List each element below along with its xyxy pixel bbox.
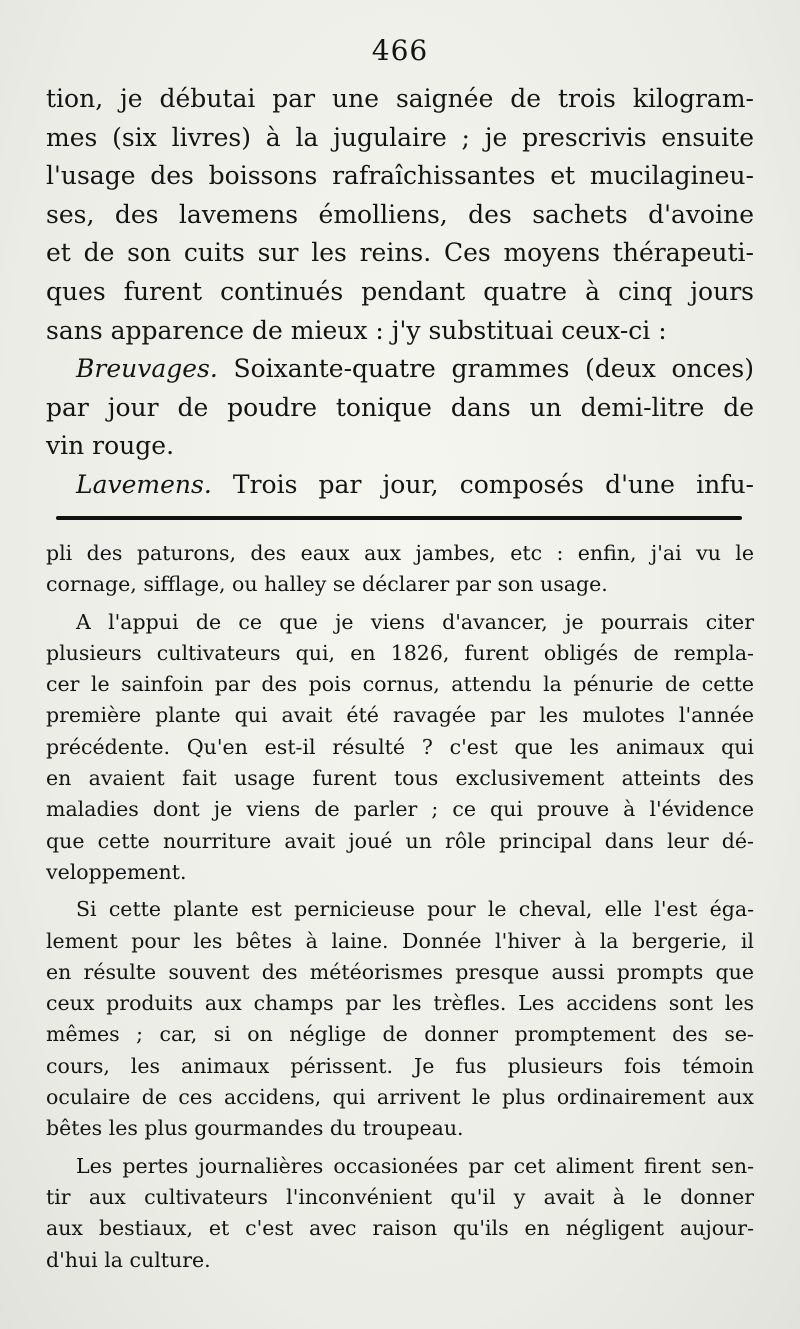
footnote-line: en résulte souvent des météorismes presque aussi prompts que [46,959,754,984]
footnote-text [46,538,754,1276]
main-text-line-content: sans apparence de mieux : j'y substituai ceux-ci : [46,315,667,345]
main-text-line-content: mes (six livres) à la jugulaire ; je prescrivis ensuite [46,122,754,152]
footnote-line: Si cette plante est pernicieuse pour le cheval, elle l'est éga- [76,897,754,922]
footnote-line: mêmes ; car, si on néglige de donner promptement des se- [46,1022,754,1047]
page-number: 466 [371,34,429,67]
main-text-line [46,234,754,273]
main-text-line-content: l'usage des boissons rafraîchissantes et mucilagineu- [46,161,754,191]
section-lead-italic: Breuvages. [76,354,218,384]
main-text-line [46,119,754,158]
footnote-separator-rule [56,516,742,520]
main-text-line [46,466,754,505]
footnote-line: d'hui la culture. [46,1247,211,1272]
main-text-line [46,196,754,235]
main-text-line-content: par jour de poudre tonique dans un demi-litre de [46,392,754,422]
main-text [46,80,754,505]
section-lead-italic: Lavemens. [76,469,212,499]
footnote-line: lement pour les bêtes à laine. Donnée l'hiver à la bergerie, il [46,928,754,953]
footnote-line: en avaient fait usage furent tous exclusivement atteints des [46,766,754,791]
main-text-line-content: ques furent continués pendant quatre à cinq jours [46,276,754,306]
main-text-line-content: Trois par jour, composés d'une infu- [211,469,754,499]
footnote-line: A l'appui de ce que je viens d'avancer, je pourrais citer [76,609,754,634]
footnote-line: que cette nourriture avait joué un rôle principal dans leur dé- [46,828,754,853]
main-text-line [46,80,754,119]
footnote-line: tir aux cultivateurs l'inconvénient qu'il y avait à le donner [46,1184,754,1209]
footnote-line: bêtes les plus gourmandes du troupeau. [46,1116,464,1141]
main-text-line [46,273,754,312]
footnote-line: veloppement. [46,859,187,884]
footnote-line: aux bestiaux, et c'est avec raison qu'ils en négligent aujour- [46,1216,754,1241]
main-text-line-content: tion, je débutai par une saignée de trois kilogram- [46,84,754,113]
main-text-line-content: et de son cuits sur les reins. Ces moyens thérapeuti- [46,238,754,268]
footnote-line: plusieurs cultivateurs qui, en 1826, furent obligés de rempla- [46,640,754,665]
main-text-line [46,389,754,428]
footnote-line: oculaire de ces accidens, qui arrivent le plus ordinairement aux [46,1085,754,1110]
footnote-line: première plante qui avait été ravagée par les mulotes l'année [46,703,754,728]
footnote-line: maladies dont je viens de parler ; ce qui prouve à l'évidence [46,797,754,822]
footnote-line: cer le sainfoin par des pois cornus, attendu la pénurie de cette [46,672,754,697]
footnote-line: Les pertes journalières occasionées par cet aliment firent sen- [76,1153,754,1178]
footnote-line: ceux produits aux champs par les trèfles. Les accidens sont les [46,991,754,1016]
footnote-line: pli des paturons, des eaux aux jambes, etc : enfin, j'ai vu le [46,541,754,565]
footnote-line: cornage, sifflage, ou halley se déclarer par son usage. [46,572,608,597]
footnote-line: précédente. Qu'en est-il résulté ? c'est que les animaux qui [46,734,754,759]
main-text-line-content: ses, des lavemens émolliens, des sachets d'avoine [46,199,754,229]
main-text-line [46,427,754,466]
main-text-line-content: vin rouge. [46,431,175,461]
main-text-line [46,350,754,389]
main-text-line [46,157,754,196]
main-text-line-content: Soixante-quatre grammes (deux onces) [217,354,754,384]
footnote-line: cours, les animaux périssent. Je fus plusieurs fois témoin [46,1053,754,1078]
main-text-line [46,312,754,351]
